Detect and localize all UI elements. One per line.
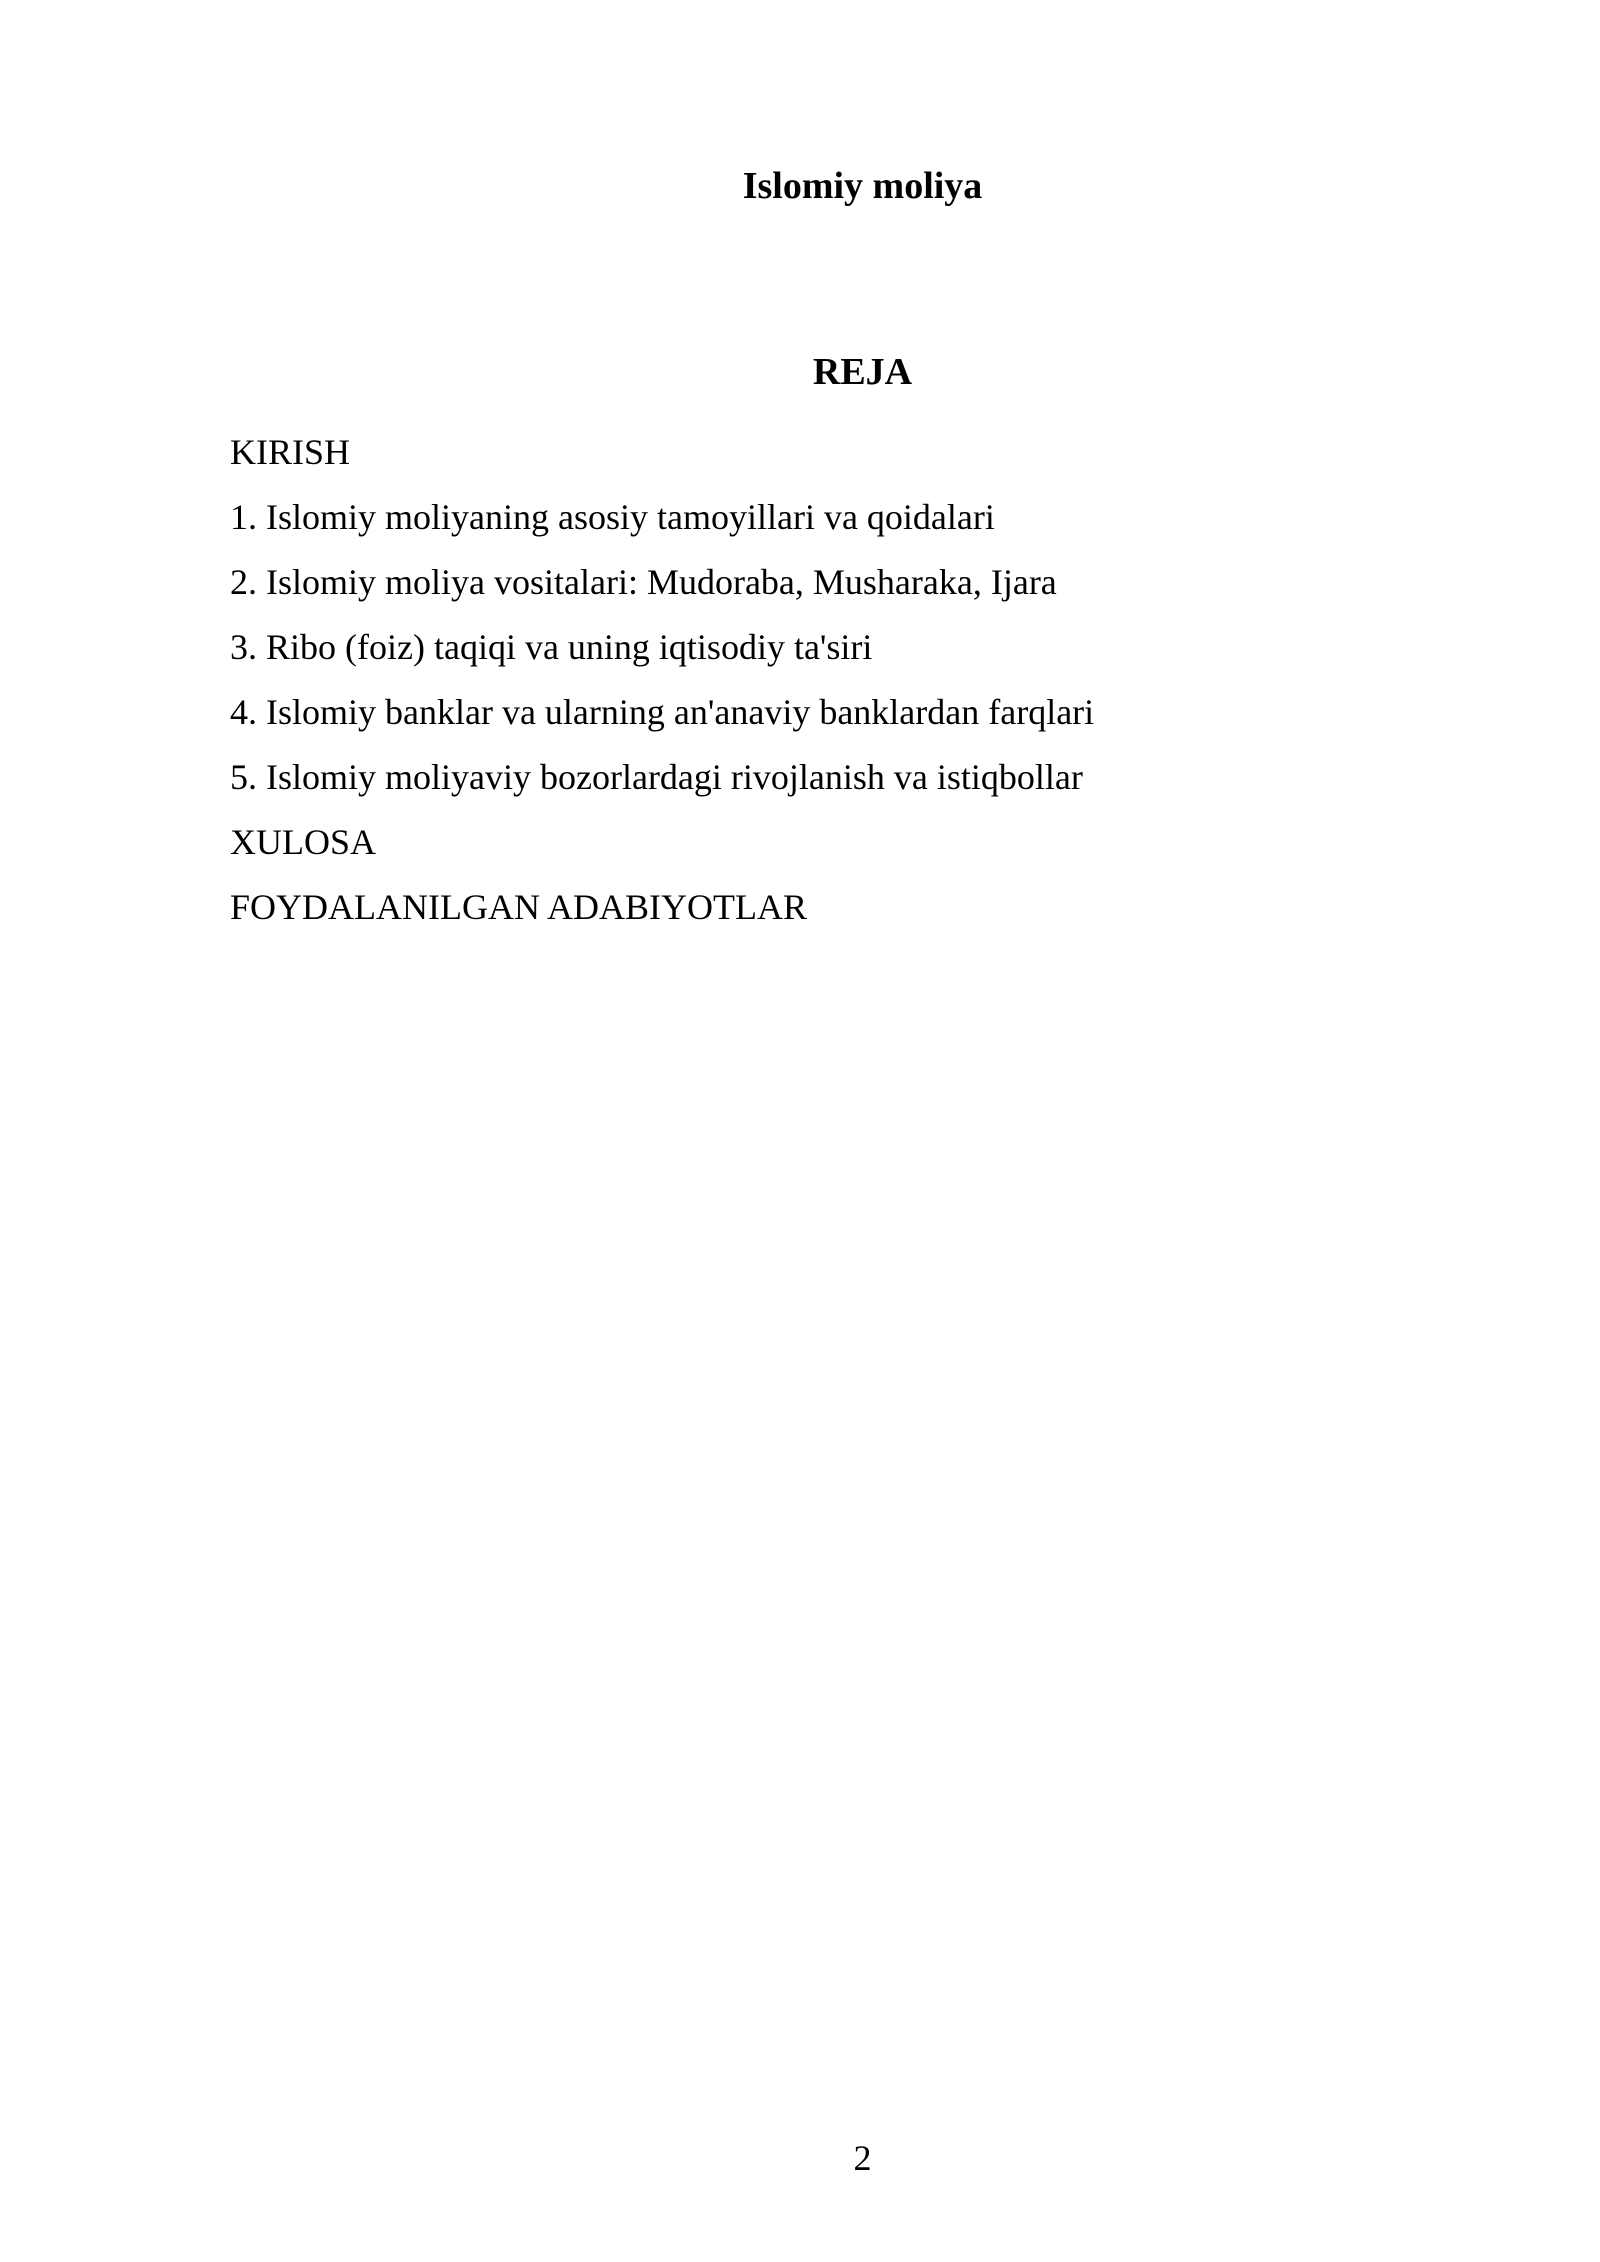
plan-item-3: 3. Ribo (foiz) taqiqi va uning iqtisodiy ta'siri xyxy=(230,627,873,667)
page-number: 2 xyxy=(853,2138,872,2178)
plan-item-references: FOYDALANILGAN ADABIYOTLAR xyxy=(230,887,807,927)
plan-heading: REJA xyxy=(812,351,913,393)
plan-list xyxy=(230,420,1495,940)
document-title: Islomiy moliya xyxy=(742,165,983,207)
plan-item-conclusion: XULOSA xyxy=(230,822,377,862)
plan-item-1: 1. Islomiy moliyaning asosiy tamoyillari va qoidalari xyxy=(230,497,995,537)
plan-item-introduction: KIRISH xyxy=(230,432,351,472)
plan-item-4: 4. Islomiy banklar va ularning an'anaviy banklardan farqlari xyxy=(230,692,1095,732)
plan-item-5: 5. Islomiy moliyaviy bozorlardagi rivojlanish va istiqbollar xyxy=(230,757,1083,797)
plan-item-2: 2. Islomiy moliya vositalari: Mudoraba, Musharaka, Ijara xyxy=(230,562,1057,602)
